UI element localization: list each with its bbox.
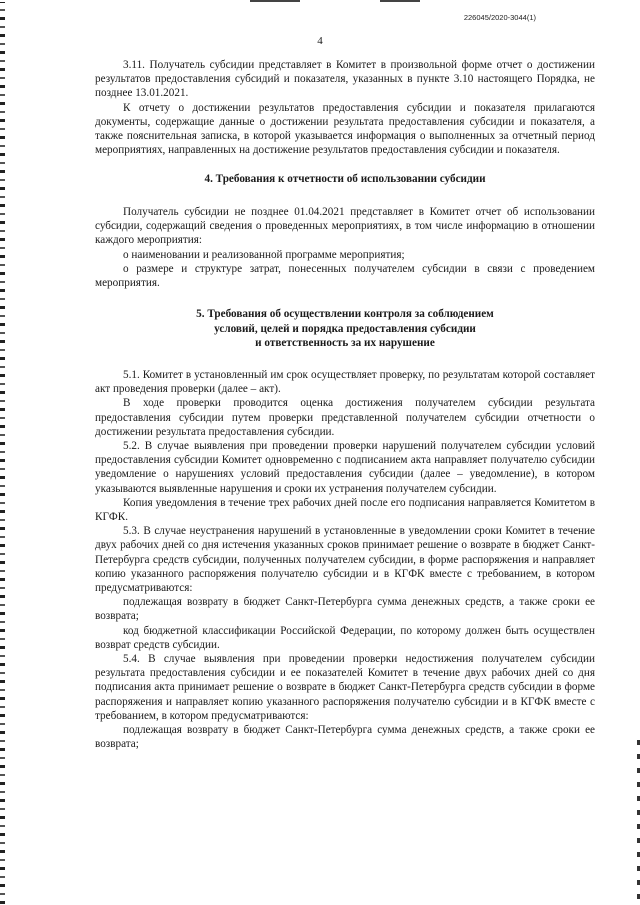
list-item-program: о наименовании и реализованной программе мероприятия; xyxy=(123,248,405,261)
scan-top-edge xyxy=(0,0,640,2)
document-body xyxy=(95,58,595,752)
paragraph-5-1: 5.1. Комитет в установленный им срок осуществляет проверку, по результатам которой составляет акт проведения проверки (далее – акт). xyxy=(95,369,595,396)
paragraph-report-attachments: К отчету о достижении результатов предоставления субсидии и показателя прилагаются документы, содержащие данные о достижении результата предоставления субсидии и показателя, а также пояснительная записка, в которой указывается информация о выполненных за отчетный период мероприятиях, направленных на достижение результатов предоставления субсидии и показателя. xyxy=(95,101,595,157)
paragraph-5-2: 5.2. В случае выявления при проведении проверки нарушений получателем субсидии условий предоставления субсидии Комитет одновременно с подписанием акта направляет получателю субсидии уведомление о нарушениях условий предоставления субсидии (далее – уведомление), в котором указываются выявленные нарушения и сроки их устранения получателем субсидии. xyxy=(95,440,595,495)
paragraph-return-amount-1: подлежащая возврату в бюджет Санкт-Петербурга сумма денежных средств, а также сроки ее возврата; xyxy=(95,596,595,623)
document-id: 226045/2020-3044(1) xyxy=(463,13,536,22)
list-item-costs: о размере и структуре затрат, понесенных получателем субсидии в связи с проведением мероприятия. xyxy=(95,262,595,290)
paragraph-notice-copy: Копия уведомления в течение трех рабочих дней после его подписания направляется Комитетом в КГФК. xyxy=(95,496,595,524)
paragraph-5-4: 5.4. В случае выявления при проведении проверки недостижения получателем субсидии результата предоставления субсидии и ее показателей Комитет в течение двух рабочих дней со дня подписания акта принимает решение о возврате в бюджет Санкт-Петербурга средств субсидии в форме распоряжения и направляет копию указанного распоряжения получателю субсидии и в КГФК вместе с требованием, в котором предусматриваются: xyxy=(95,653,595,722)
scan-left-edge xyxy=(0,0,5,905)
paragraph-4-intro: Получатель субсидии не позднее 01.04.2021 представляет в Комитет отчет об использовании субсидии, содержащий сведения о проведенных мероприятиях, в том числе информацию в отношении каждого мероприятия: xyxy=(95,206,595,247)
paragraph-budget-code: код бюджетной классификации Российской Федерации, по которому должен быть осуществлен возврат средств субсидии. xyxy=(95,624,595,651)
paragraph-return-amount-2: подлежащая возврату в бюджет Санкт-Петербурга сумма денежных средств, а также сроки ее возврата; xyxy=(95,724,595,751)
section-5-heading-line2: условий, целей и порядка предоставления субсидии xyxy=(214,322,476,335)
paragraph-3-11: 3.11. Получатель субсидии представляет в Комитет в произвольной форме отчет о достижении результатов предоставления субсидий и показателя, указанных в пункте 3.10 настоящего Порядка, не позднее 13.01.2021. xyxy=(95,59,595,100)
section-5-heading-line3: и ответственность за их нарушение xyxy=(255,337,435,350)
section-4-heading: 4. Требования к отчетности об использовании субсидии xyxy=(204,173,486,186)
section-5-heading xyxy=(95,307,595,351)
page-number: 4 xyxy=(317,35,323,47)
paragraph-check: В ходе проверки проводится оценка достижения получателем субсидии результата предоставления субсидии путем проверки представленной получателем субсидии отчетности о достижении результата предоставления субсидии. xyxy=(95,397,595,438)
section-5-heading-line1: 5. Требования об осуществлении контроля за соблюдением xyxy=(196,308,494,321)
paragraph-5-3: 5.3. В случае неустранения нарушений в установленные в уведомлении сроки Комитет в течение двух рабочих дней со дня истечения указанных сроков принимает решение о возврате в бюджет Санкт-Петербурга средств субсидии, полученных получателем субсидии, в форме распоряжения и направляет копию указанного распоряжения получателю субсидии и в КГФК вместе с требованием, в котором предусматриваются: xyxy=(95,525,595,595)
